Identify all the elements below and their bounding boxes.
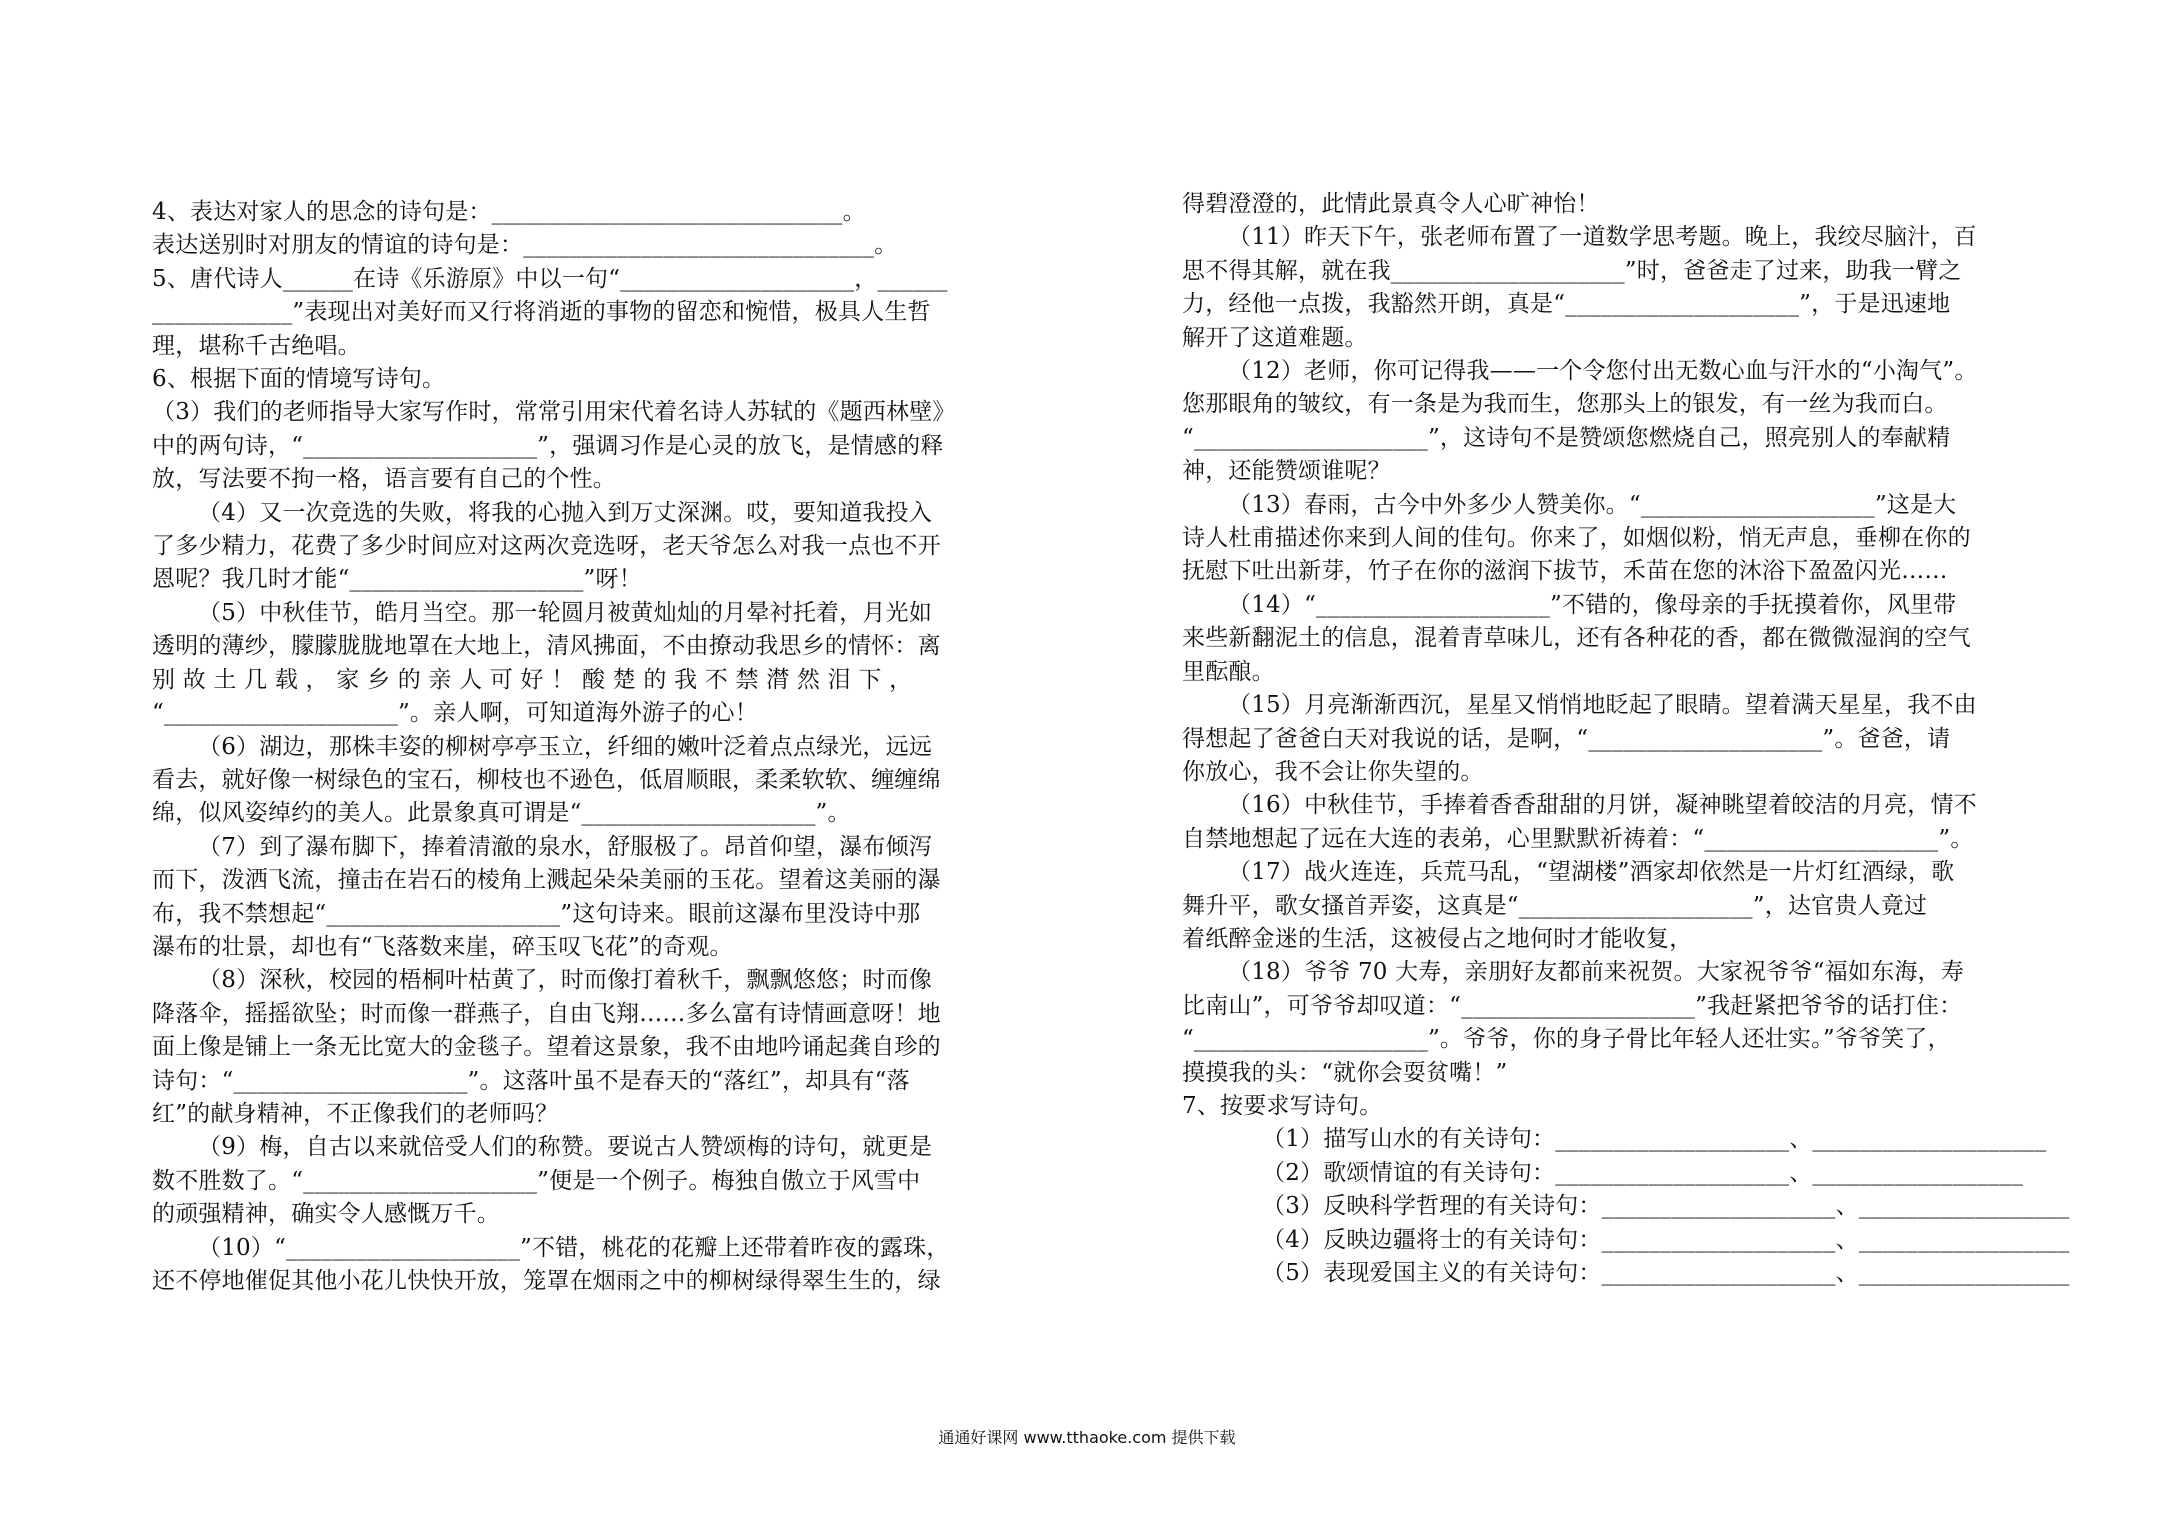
right-column-text-line: “____________________”。爷爷，你的身子骨比年轻人还壮实。”爷爷笑了， <box>1182 1026 1951 1053</box>
right-column-text-line: 自禁地想起了远在大连的表弟，心里默默祈祷着：“____________________”。 <box>1182 825 1974 852</box>
left-column-text-line: 别 故 土 几 载 ， 家 乡 的 亲 人 可 好 ！ 酸 楚 的 我 不 禁 潸 然 泪 下 ， <box>152 666 913 693</box>
right-column-text-line: （14）“____________________”不错的，像母亲的手抚摸着你，风里带 <box>1228 591 1957 618</box>
right-column-text-line: 你放心，我不会让你失望的。 <box>1182 758 1484 785</box>
left-column-text-line: （10）“____________________”不错，桃花的花瓣上还带着昨夜的露珠， <box>198 1234 950 1261</box>
left-column-text-line: 恩呢？我几时才能“____________________”呀！ <box>152 566 642 593</box>
left-column <box>152 196 1008 1298</box>
left-column-text-line: 瀑布的壮景，却也有“飞落数来崖，碎玉叹飞花”的奇观。 <box>152 933 733 960</box>
left-column-text-line: 数不胜数了。“____________________”便是一个例子。梅独自傲立于风雪中 <box>152 1167 921 1194</box>
left-column-text-line: （7）到了瀑布脚下，捧着清澈的泉水，舒服极了。昂首仰望，瀑布倾泻 <box>198 833 933 860</box>
right-column-text-line: 抚慰下吐出新芽，竹子在你的滋润下拔节，禾苗在您的沐浴下盈盈闪光…… <box>1182 558 1948 585</box>
right-column-text-line: 7、按要求写诗句。 <box>1182 1092 1383 1119</box>
left-column-text-line: 降落伞，摇摇欲坠；时而像一群燕子，自由飞翔……多么富有诗情画意呀！地 <box>152 1000 941 1027</box>
right-column-text-line: 解开了这道难题。 <box>1182 324 1368 351</box>
right-column-text-line: 您那眼角的皱纹，有一条是为我而生，您那头上的银发，有一丝为我而白。 <box>1182 391 1948 418</box>
left-column-text-line: 表达送别时对朋友的情谊的诗句是：______________________________。 <box>152 232 898 259</box>
right-column-text-line: 力，经他一点拨，我豁然开朗，真是“____________________”，于是迅速地 <box>1182 291 1951 318</box>
right-column-text-line: 神，还能赞颂谁呢？ <box>1182 458 1391 485</box>
left-column-text-line: 而下，泼洒飞流，撞击在岩石的棱角上溅起朵朵美丽的玉花。望着这美丽的瀑 <box>152 867 941 894</box>
left-column-text-line: （3）我们的老师指导大家写作时，常常引用宋代着名诗人苏轼的《题西林壁》 <box>152 399 956 426</box>
right-column-text-line: （4）反映边疆将士的有关诗句：____________________、__________________ <box>1262 1226 2070 1253</box>
left-column-text-line: 布，我不禁想起“____________________”这句诗来。眼前这瀑布里没诗中那 <box>152 900 921 927</box>
left-column-text-line: 4、表达对家人的思念的诗句是：______________________________。 <box>152 199 866 225</box>
left-column-text-line: 理，堪称千古绝唱。 <box>152 332 361 359</box>
right-column-text-line: 诗人杜甫描述你来到人间的佳句。你来了，如烟似粉，悄无声息，垂柳在你的 <box>1182 525 1971 552</box>
right-column-text-line: （3）反映科学哲理的有关诗句：____________________、__________________ <box>1262 1193 2070 1220</box>
left-column-text-line: （4）又一次竞选的失败，将我的心抛入到万丈深渊。哎，要知道我投入 <box>198 499 933 526</box>
left-column-text-line: 的顽强精神，确实令人感慨万千。 <box>152 1201 500 1228</box>
right-column-text-line: （16）中秋佳节，手捧着香香甜甜的月饼，凝神眺望着皎洁的月亮，情不 <box>1228 792 1977 819</box>
right-column-text-line: 来些新翻泥土的信息，混着青草味儿，还有各种花的香，都在微微湿润的空气 <box>1182 625 1971 652</box>
right-column-text-line: （13）春雨，古今中外多少人赞美你。“____________________”这是大 <box>1228 491 1957 518</box>
right-column-text-line: （11）昨天下午，张老师布置了一道数学思考题。晚上，我绞尽脑汁，百 <box>1228 224 1977 251</box>
left-column-text-line: 6、根据下面的情境写诗句。 <box>152 366 446 393</box>
left-column-text-line: 面上像是铺上一条无比宽大的金毯子。望着这景象，我不由地吟诵起龚自珍的 <box>152 1034 941 1061</box>
left-column-text-line: （5）中秋佳节，皓月当空。那一轮圆月被黄灿灿的月晕衬托着，月光如 <box>198 599 933 626</box>
right-column-text-line: 里酝酿。 <box>1182 658 1275 685</box>
left-column-text-line: 中的两句诗，“____________________”，强调习作是心灵的放飞，是情感的释 <box>152 432 944 459</box>
right-column-text-line: 思不得其解，就在我____________________”时，爸爸走了过来，助我一臂之 <box>1182 257 1962 284</box>
left-column-text-line: （8）深秋，校园的梧桐叶枯黄了，时而像打着秋千，飘飘悠悠；时而像 <box>198 967 933 994</box>
left-column-text-line: 红”的献身精神，不正像我们的老师吗？ <box>152 1100 559 1127</box>
left-column-text-line: ____________”表现出对美好而又行将消逝的事物的留恋和惋惜，极具人生哲 <box>152 299 931 326</box>
right-column-text-line: 摸摸我的头：“就你会耍贫嘴！” <box>1182 1059 1508 1086</box>
right-column-text-line: 舞升平，歌女搔首弄姿，这真是“____________________”，达官贵人竟过 <box>1182 892 1928 919</box>
right-column-text-line: 着纸醉金迷的生活，这被侵占之地何时才能收复， <box>1182 925 1693 952</box>
right-column-text-line: 得碧澄澄的，此情此景真令人心旷神怡！ <box>1182 191 1600 217</box>
right-column-text-line: （12）老师，你可记得我——一个令您付出无数心血与汗水的“小淘气”。 <box>1228 358 1978 385</box>
left-column-text-line: 5、唐代诗人______在诗《乐游原》中以一句“____________________，______ <box>152 265 948 292</box>
left-column-text-line: （6）湖边，那株丰姿的柳树亭亭玉立，纤细的嫩叶泛着点点绿光，远远 <box>198 733 933 760</box>
left-column-text-line: 看去，就好像一树绿色的宝石，柳枝也不逊色，低眉顺眼，柔柔软软、缠缠绵 <box>152 766 941 793</box>
left-column-text-line: 诗句：“____________________”。这落叶虽不是春天的“落红”，却具有“落 <box>152 1067 910 1094</box>
right-column-text-line: （5）表现爱国主义的有关诗句：____________________、__________________ <box>1262 1260 2070 1286</box>
right-column-text-line: （17）战火连连，兵荒马乱，“望湖楼”酒家却依然是一片灯红酒绿，歌 <box>1228 859 1955 886</box>
left-column-text-line: 透明的薄纱，朦朦胧胧地罩在大地上，清风拂面，不由撩动我思乡的情怀：离 <box>152 633 941 660</box>
right-column-text-line: （2）歌颂情谊的有关诗句：____________________、__________________ <box>1262 1159 2024 1186</box>
right-column-text-line: 得想起了爸爸白天对我说的话，是啊，“____________________”。爸爸，请 <box>1182 725 1951 752</box>
left-column-text-line: 绵，似风姿绰约的美人。此景象真可谓是“____________________”。 <box>152 800 851 827</box>
right-column-text-line: （1）描写山水的有关诗句：____________________、____________________ <box>1262 1126 2047 1153</box>
right-column-text-line: “____________________”，这诗句不是赞颂您燃烧自己，照亮别人的奉献精 <box>1182 424 1951 451</box>
left-column-text-line: 了多少精力，花费了多少时间应对这两次竞选呀，老天爷怎么对我一点也不开 <box>152 533 941 560</box>
footer-credit: 通通好课网 www.tthaoke.com 提供下载 <box>938 1428 1236 1447</box>
right-column <box>1182 188 2070 1290</box>
left-column-text-line: 放，写法要不拘一格，语言要有自己的个性。 <box>152 466 616 493</box>
left-column-text-line: 还不停地催促其他小花儿快快开放，笼罩在烟雨之中的柳树绿得翠生生的，绿 <box>152 1268 941 1294</box>
right-column-text-line: （15）月亮渐渐西沉，星星又悄悄地眨起了眼睛。望着满天星星，我不由 <box>1228 692 1977 719</box>
left-column-text-line: “____________________”。亲人啊，可知道海外游子的心！ <box>152 700 758 727</box>
left-column-text-line: （9）梅，自古以来就倍受人们的称赞。要说古人赞颂梅的诗句，就更是 <box>198 1134 933 1161</box>
right-column-text-line: （18）爷爷 70 大寿，亲朋好友都前来祝贺。大家祝爷爷“福如东海，寿 <box>1228 959 1964 986</box>
right-column-text-line: 比南山”，可爷爷却叹道：“____________________”我赶紧把爷爷的话打住： <box>1182 992 1963 1019</box>
